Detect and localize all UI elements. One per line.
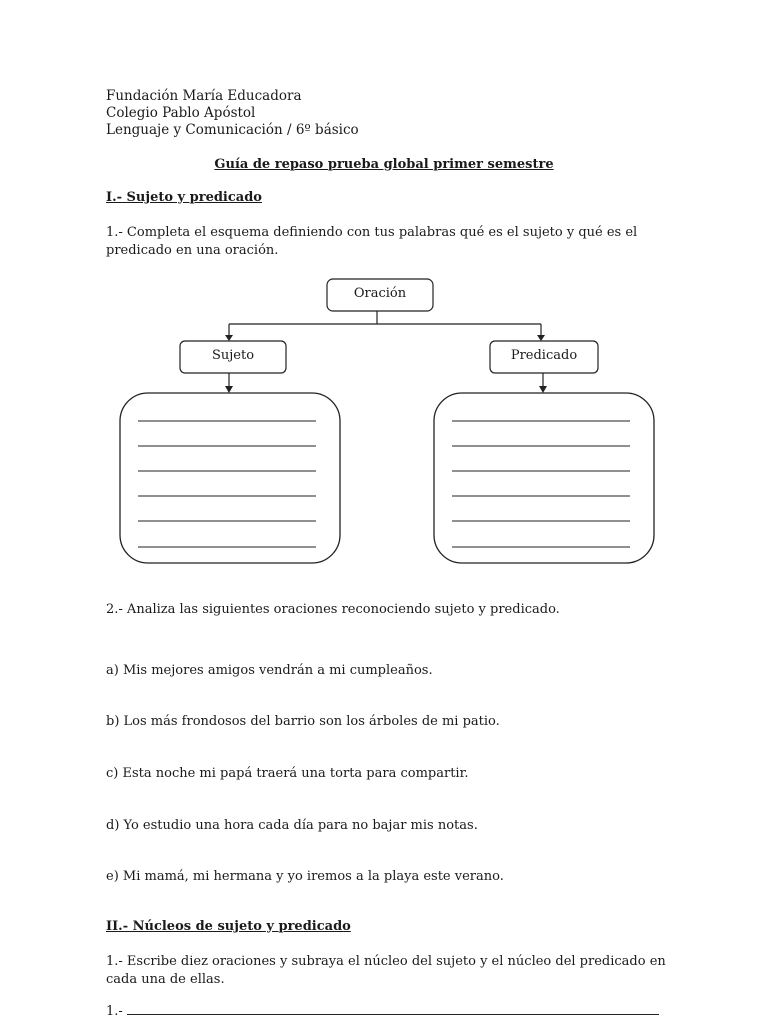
school-name: Colegio Pablo Apóstol xyxy=(106,105,256,121)
arrow-down-icon xyxy=(537,335,545,341)
arrow-down-icon xyxy=(539,386,547,393)
predicate-answer-box xyxy=(434,393,654,563)
arrow-down-icon xyxy=(225,335,233,341)
sentence-e: e) Mi mamá, mi hermana y yo iremos a la playa este verano. xyxy=(106,869,504,884)
answer-line-1[interactable] xyxy=(106,1004,659,1019)
diagram-predicate-label: Predicado xyxy=(510,348,578,363)
sentence-c: c) Esta noche mi papá traerá una torta para compartir. xyxy=(106,766,469,781)
diagram-subject-label: Sujeto xyxy=(211,348,255,363)
sentence-a: a) Mis mejores amigos vendrán a mi cumpleaños. xyxy=(106,663,433,678)
arrow-down-icon xyxy=(225,386,233,393)
page-title: Guía de repaso prueba global primer semestre xyxy=(214,157,554,172)
question-2-1: 1.- Escribe diez oraciones y subraya el núcleo del sujeto y el núcleo del predicado en cada una de ellas. xyxy=(106,954,666,987)
sentence-b: b) Los más frondosos del barrio son los árboles de mi patio. xyxy=(106,714,500,729)
course-name: Lenguaje y Comunicación / 6º básico xyxy=(106,122,359,138)
answer-line-1-rule[interactable] xyxy=(127,1014,659,1015)
section-1-heading: I.- Sujeto y predicado xyxy=(106,190,262,205)
section-2-heading: II.- Núcleos de sujeto y predicado xyxy=(106,919,351,934)
answer-line-1-label: 1.- xyxy=(106,1004,123,1019)
sentence-d: d) Yo estudio una hora cada día para no bajar mis notas. xyxy=(106,818,478,833)
diagram-root-label: Oración xyxy=(353,286,407,301)
subject-answer-box xyxy=(120,393,340,563)
school-foundation: Fundación María Educadora xyxy=(106,88,302,104)
question-1-2: 2.- Analiza las siguientes oraciones reconociendo sujeto y predicado. xyxy=(106,602,560,617)
question-1-1: 1.- Completa el esquema definiendo con tus palabras qué es el sujeto y qué es el predicado en una oración. xyxy=(106,225,638,258)
